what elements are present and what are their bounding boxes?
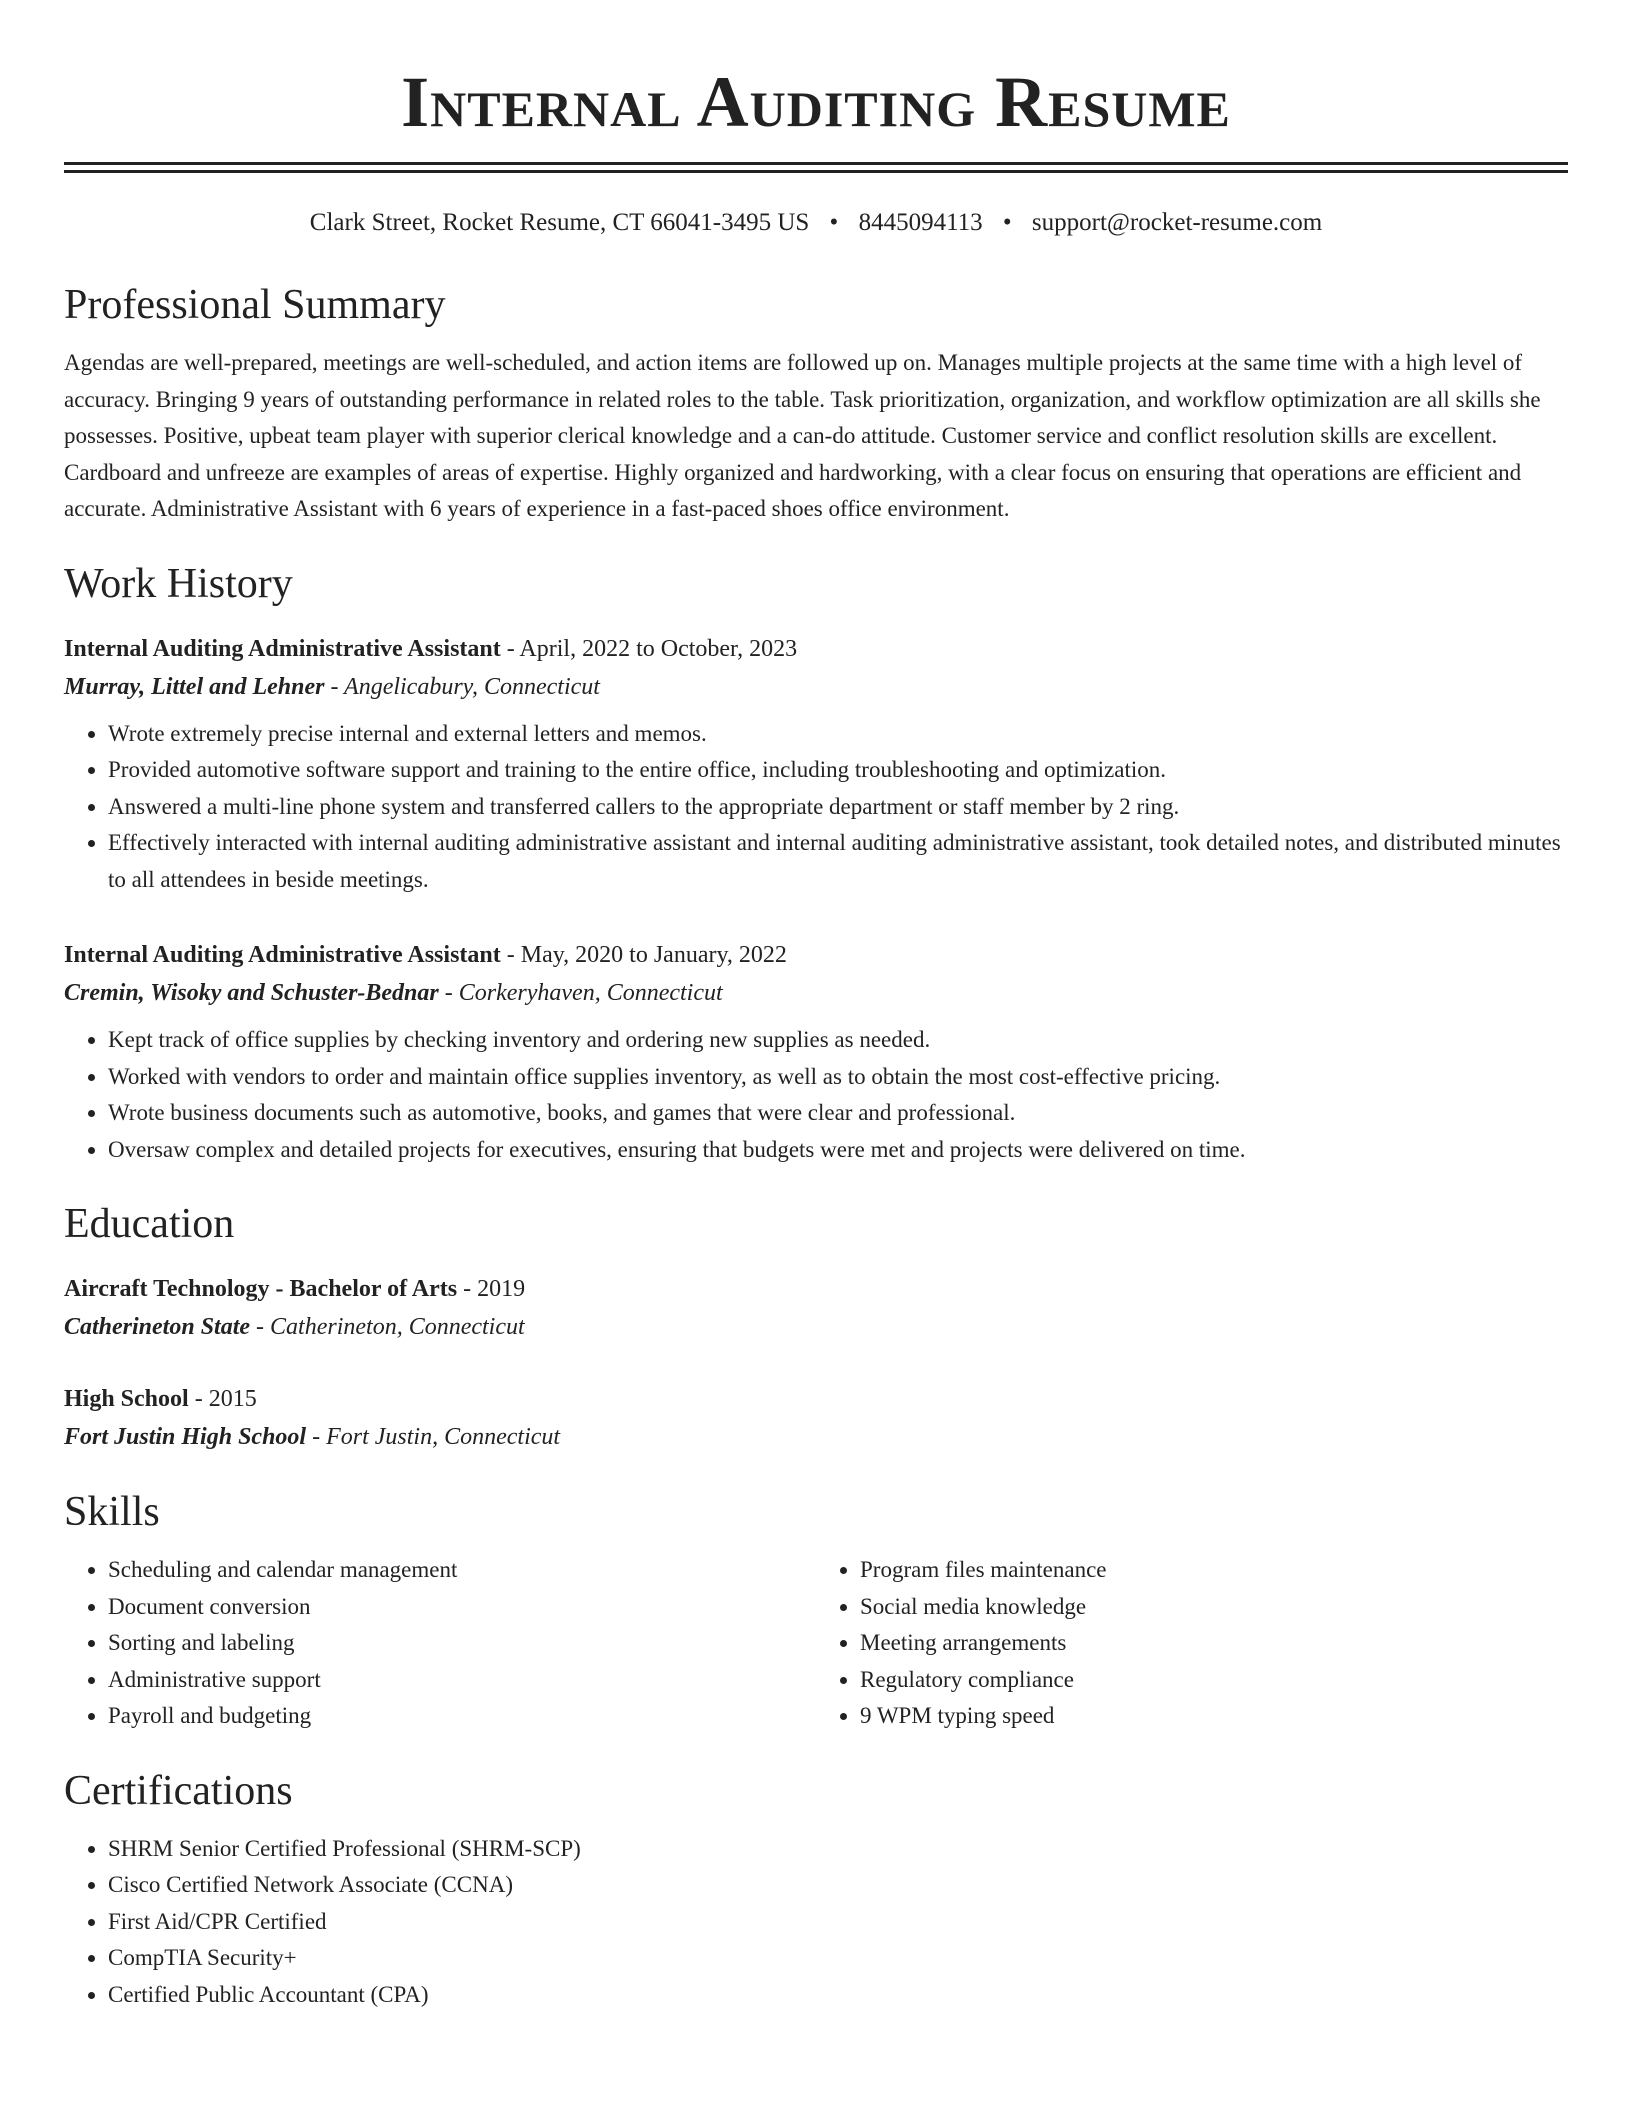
section-heading-certifications: Certifications — [64, 1767, 293, 1814]
certifications-section — [64, 1765, 1568, 2014]
contact-separator: • — [829, 209, 839, 236]
education-location: - Fort Justin, Connecticut — [306, 1424, 561, 1450]
education-school-line — [64, 1418, 1568, 1456]
skill-item: • Meeting arrangements — [860, 1625, 1568, 1662]
contact-phone[interactable]: 8445094113 — [858, 209, 983, 236]
section-heading-education: Education — [64, 1201, 235, 1247]
education-location: - Catherineton, Connecticut — [250, 1314, 525, 1340]
job-dates: - May, 2020 to January, 2022 — [500, 942, 787, 968]
education-school: Catherineton State — [64, 1314, 251, 1340]
job-company: Murray, Littel and Lehner — [64, 673, 325, 700]
education-degree-line — [64, 1380, 1568, 1418]
education-year: - 2015 — [188, 1386, 257, 1412]
job-bullet: • Effectively interacted with internal auditing administrative assistant and internal auditing administrative assistant, took detailed notes, and distributed minutes to all attendees in beside meetings. — [108, 825, 1568, 898]
skills-section — [64, 1486, 1568, 1735]
certification-item: • Cisco Certified Network Associate (CCNA) — [108, 1867, 1568, 1904]
certification-item: • SHRM Senior Certified Professional (SHRM-SCP) — [108, 1831, 1568, 1868]
work-history-section — [64, 558, 1568, 1169]
education-section — [64, 1198, 1568, 1456]
job-bullet: • Answered a multi-line phone system and transferred callers to the appropriate department or staff member by 2 ring. — [108, 789, 1568, 826]
job-bullet: • Wrote extremely precise internal and external letters and memos. — [108, 716, 1568, 753]
job-title: Internal Auditing Administrative Assistant — [64, 635, 501, 662]
contact-separator: • — [1002, 209, 1012, 236]
education-year: - 2019 — [457, 1276, 526, 1302]
summary-text: Agendas are well-prepared, meetings are well-scheduled, and action items are followed up on. Manages multiple projects at the same time with a high level of accuracy. Bringing 9 years of outstanding performance in related roles to the table. Task prioritization, organization, and workflow optimization are all skills she possesses. Positive, upbeat team player with superior clerical knowledge and a can-do attitude. Customer service and conflict resolution skills are excellent. Cardboard and unfreeze are examples of areas of expertise. Highly organized and hardworking, with a clear focus on ensuring that operations are efficient and accurate. Administrative Assistant with 6 years of experience in a fast-paced shoes office environment. — [64, 350, 1541, 521]
skill-item: • 9 WPM typing speed — [860, 1698, 1568, 1735]
section-heading-skills: Skills — [64, 1489, 160, 1535]
certification-item: • First Aid/CPR Certified — [108, 1904, 1568, 1941]
professional-summary-section — [64, 279, 1568, 528]
job-entry — [64, 630, 1568, 899]
certifications-list — [64, 1831, 1568, 2014]
section-heading-summary: Professional Summary — [64, 282, 446, 328]
contact-address: Clark Street, Rocket Resume, CT 66041-3495 US — [309, 209, 810, 236]
job-location: - Angelicabury, Connecticut — [324, 673, 600, 700]
contact-line — [64, 207, 1568, 239]
contact-email[interactable]: support@rocket-resume.com — [1031, 209, 1323, 236]
job-entry — [64, 936, 1568, 1168]
title-divider-top — [64, 162, 1568, 165]
job-bullet: • Worked with vendors to order and maintain office supplies inventory, as well as to obtain the most cost-effective pricing. — [108, 1059, 1568, 1096]
skill-item: • Administrative support — [108, 1662, 816, 1699]
skills-list-right — [816, 1552, 1568, 1735]
skills-columns — [64, 1552, 1568, 1735]
job-bullets — [64, 716, 1568, 899]
job-company-line — [64, 974, 1568, 1012]
education-entry — [64, 1380, 1568, 1456]
job-title-line — [64, 936, 1568, 974]
education-school-line — [64, 1308, 1568, 1346]
section-heading-work: Work History — [64, 560, 293, 607]
job-bullets — [64, 1022, 1568, 1168]
job-location: - Corkeryhaven, Connecticut — [438, 980, 723, 1006]
job-dates: - April, 2022 to October, 2023 — [500, 635, 798, 662]
job-company: Cremin, Wisoky and Schuster-Bednar — [64, 980, 439, 1006]
certification-item: • Certified Public Accountant (CPA) — [108, 1977, 1568, 2014]
skill-item: • Program files maintenance — [860, 1552, 1568, 1589]
job-title: Internal Auditing Administrative Assistant — [64, 942, 501, 968]
job-bullet: • Kept track of office supplies by checking inventory and ordering new supplies as needed. — [108, 1022, 1568, 1059]
education-entry — [64, 1270, 1568, 1346]
skill-item: • Regulatory compliance — [860, 1662, 1568, 1699]
certification-item: • CompTIA Security+ — [108, 1940, 1568, 1977]
education-degree: Aircraft Technology - Bachelor of Arts — [64, 1276, 458, 1302]
education-degree-line — [64, 1270, 1568, 1308]
title-divider-bottom — [64, 170, 1568, 173]
education-degree: High School — [64, 1386, 189, 1412]
skill-item: • Document conversion — [108, 1589, 816, 1626]
skill-item: • Sorting and labeling — [108, 1625, 816, 1662]
education-school: Fort Justin High School — [64, 1424, 307, 1450]
skill-item: • Payroll and budgeting — [108, 1698, 816, 1735]
job-title-line — [64, 630, 1568, 668]
skills-list-left — [64, 1552, 816, 1735]
job-bullet: • Wrote business documents such as automotive, books, and games that were clear and professional. — [108, 1095, 1568, 1132]
skill-item: • Social media knowledge — [860, 1589, 1568, 1626]
skill-item: • Scheduling and calendar management — [108, 1552, 816, 1589]
job-company-line — [64, 668, 1568, 706]
job-bullet: • Provided automotive software support and training to the entire office, including troubleshooting and optimization. — [108, 752, 1568, 789]
job-bullet: • Oversaw complex and detailed projects for executives, ensuring that budgets were met and projects were delivered on time. — [108, 1132, 1568, 1169]
resume-title: Internal Auditing Resume — [401, 62, 1231, 142]
